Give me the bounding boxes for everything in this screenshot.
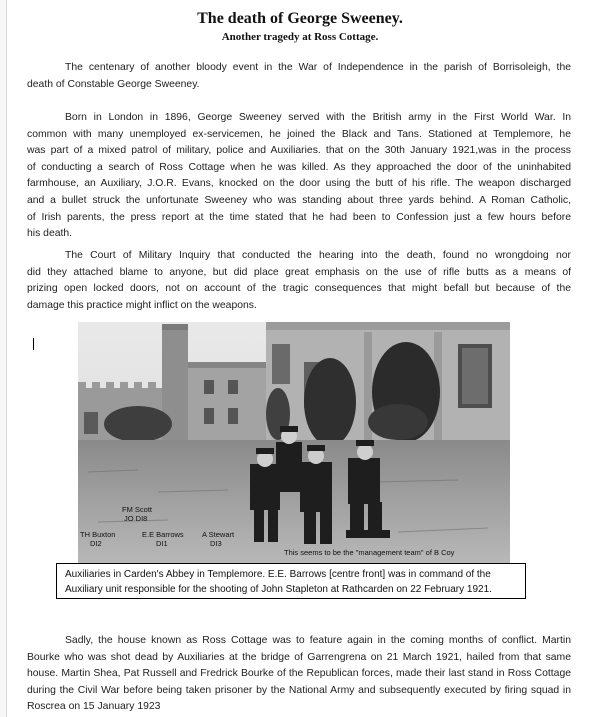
text-line: did they attached blame to anyone, but did place great emphasis on the use of rifle butts as a means of [27,266,571,278]
label-stewart-unit: DI3 [210,539,222,548]
text-line: during the Civil War before being taken prisoner by the National Army and subsequently executed by firing squad in [27,684,571,696]
text-cursor[interactable] [33,338,34,350]
text-line: and a bullet struck the unfortunate Sweeney who was standing about three yards behind. A Roman Catholic, [27,194,571,206]
photo-caption [56,563,526,599]
document-title: The death of George Sweeney. [197,10,403,27]
text-line: The centenary of another bloody event in the War of Independence in the parish of Borrisoleigh, the [65,62,571,73]
historical-photo [78,322,510,564]
label-buxton-name: TH Buxton [80,530,116,539]
text-line: house. Martin Shea, Pat Russell and Fredrick Bourke of the Republican forces, made their last stand in Ross Cottage [27,668,571,680]
page-margin-edge [0,0,7,717]
label-stewart-name: A Stewart [202,530,235,539]
text-line: Roscrea on 15 January 1923 [27,701,161,713]
text-line: Bourke who was shot dead by Auxiliaries at the bridge of Garrengrena on 21 March 1921, hailed from that same [27,651,571,663]
text-line: was part of a mixed patrol of military, police and Auxiliaries. that on the 30th January 1921,was in the process [27,145,571,157]
label-barrows-unit: DI1 [156,539,168,548]
text-line: Sadly, the house known as Ross Cottage was to feature again in the coming months of conflict. Martin [65,635,571,646]
label-management-note: This seems to be the "management team" of B Coy [284,548,455,557]
paragraph-biography [27,110,571,243]
text-line: Born in London in 1896, George Sweeney served with the British army in the First World War. In [65,112,571,123]
text-line: death of Constable George Sweeney. [27,78,200,90]
text-line: prizing open locked doors, not on account of the tragic consequences that might befall but because of the [27,283,571,295]
caption-line: Auxiliaries in Carden's Abbey in Templemore. E.E. Barrows [centre front] was in command of the [65,569,491,580]
text-line: common with many unemployed ex-servicemen, he joined the Black and Tans. Stationed at Templemore, he [27,128,571,140]
text-line: farmhouse, an Auxiliary, J.O.R. Evans, knocked on the door using the butt of his rifle. The weapon discharged [27,178,571,190]
paragraph-intro [27,60,571,93]
paragraph-inquiry [27,248,571,314]
text-line: his death. [27,228,73,240]
label-buxton-unit: DI2 [90,539,102,548]
text-line: of Irish parents, the press report at the time stated that he had been to Confession just a few hours before [27,211,571,223]
label-scott-name: FM Scott [122,505,153,514]
text-line: damage this practice might inflict on the weapons. [27,299,257,311]
text-line: of conducting a search of Ross Cottage when he was killed. As they approached the door of the uninhabited [27,161,571,173]
caption-line: Auxiliary unit responsible for the shooting of John Stapleton at Rathcarden on 22 February 1921. [65,584,492,595]
paragraph-aftermath [27,633,571,716]
label-scott-unit: JO DI8 [124,514,148,523]
text-line: The Court of Military Inquiry that conducted the hearing into the death, found no wrongdoing nor [65,250,571,261]
label-barrows-name: E.E Barrows [142,530,184,539]
document-subtitle: Another tragedy at Ross Cottage. [221,31,379,43]
